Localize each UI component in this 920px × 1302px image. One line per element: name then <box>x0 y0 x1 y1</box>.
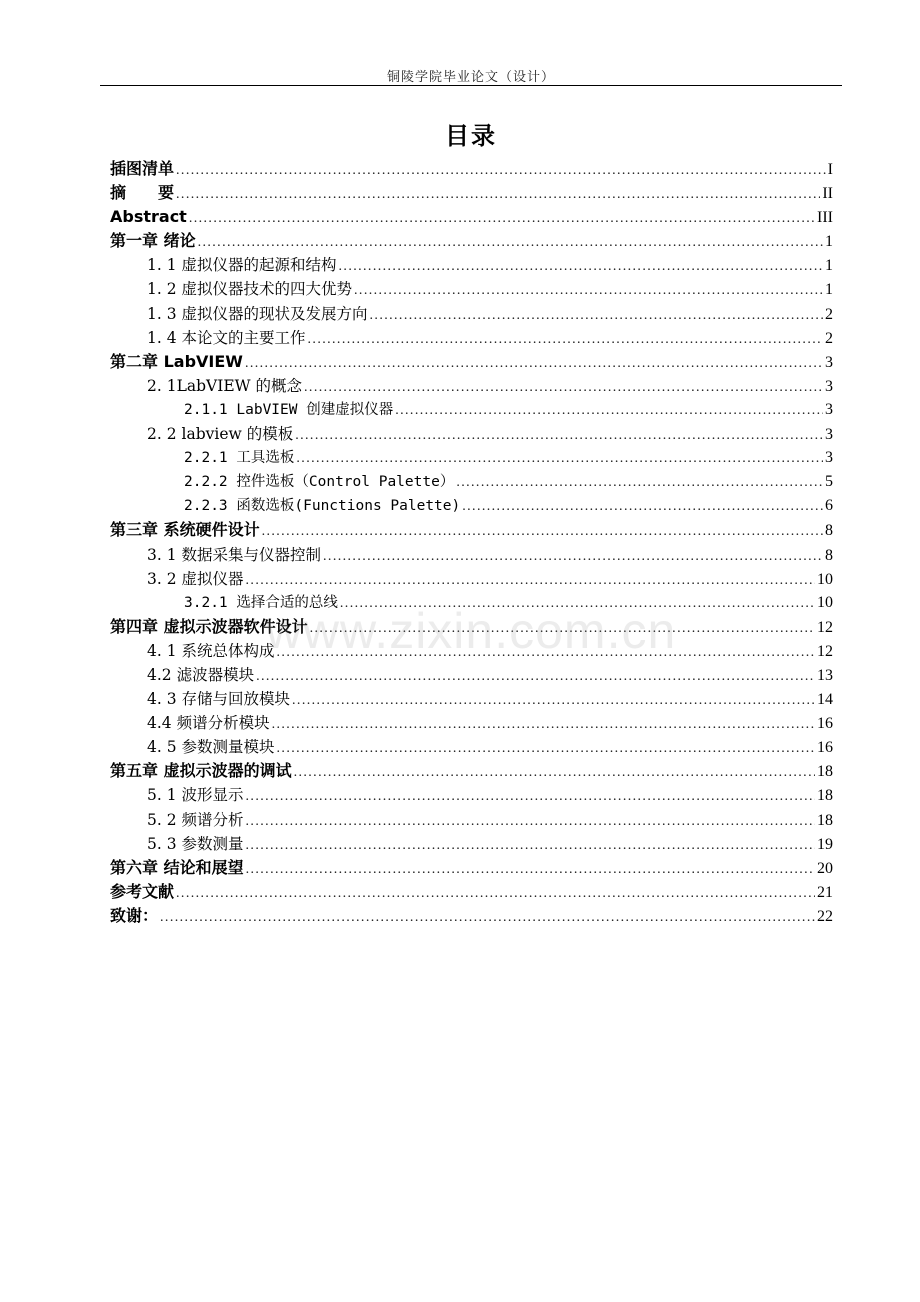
toc-entry-section-3-2[interactable] <box>110 567 833 591</box>
toc-entry-section-4-5[interactable] <box>110 735 833 759</box>
toc-page-number: 22 <box>817 907 833 925</box>
toc-entry-label: 2.1.1 LabVIEW 创建虚拟仪器 <box>184 401 394 418</box>
toc-page-number: 8 <box>825 522 833 540</box>
toc-page-number: II <box>822 185 833 203</box>
toc-page-number: 13 <box>817 666 833 684</box>
toc-entry-section-1-1[interactable] <box>110 253 833 277</box>
toc-entry-label: 致谢： <box>110 905 159 925</box>
toc-entry-label: 2. 1LabVIEW 的概念 <box>147 376 303 395</box>
toc-entry-acknowledgements[interactable] <box>110 904 833 928</box>
toc-entry-abstract-en[interactable] <box>110 205 833 229</box>
toc-entry-section-5-1[interactable] <box>110 783 833 807</box>
toc-entry-label: 5. 1 波形显示 <box>147 786 244 805</box>
toc-entry-label: 5. 2 频谱分析 <box>147 810 244 829</box>
toc-entry-label: 插图清单 <box>110 159 175 178</box>
toc-page-number: 2 <box>825 305 833 323</box>
toc-entry-label: 2.2.1 工具选板 <box>184 450 295 467</box>
toc-page-number: I <box>827 161 833 178</box>
toc-dot-leader <box>308 328 823 352</box>
toc-entry-label: 第五章 虚拟示波器的调试 <box>110 761 292 781</box>
toc-entry-chapter-1[interactable] <box>110 229 833 253</box>
header-divider <box>100 85 842 86</box>
toc-entry-chapter-6[interactable] <box>110 856 833 880</box>
toc-entry-chapter-4[interactable] <box>110 615 833 639</box>
toc-entry-label: 1. 3 虚拟仪器的现状及发展方向 <box>147 304 368 323</box>
toc-page-number: 1 <box>825 281 833 299</box>
toc-dot-leader <box>262 520 823 544</box>
toc-entry-section-2-1[interactable] <box>110 374 833 398</box>
toc-dot-leader <box>462 495 823 519</box>
toc-page-number: 14 <box>817 691 833 709</box>
toc-entry-section-4-3[interactable] <box>110 687 833 711</box>
toc-page-number: 16 <box>817 715 833 733</box>
toc-entry-chapter-3[interactable] <box>110 518 833 542</box>
toc-dot-leader <box>176 882 815 906</box>
toc-entry-section-2-2-1[interactable] <box>110 446 833 470</box>
toc-dot-leader <box>310 617 815 641</box>
toc-page-number: 1 <box>825 233 833 251</box>
toc-page-number: 3 <box>825 449 833 467</box>
toc-entry-label: 3. 1 数据采集与仪器控制 <box>147 545 322 564</box>
toc-dot-leader <box>370 304 823 328</box>
toc-page-number: 19 <box>817 835 833 853</box>
toc-page-number: 20 <box>817 859 833 877</box>
toc-entry-section-2-2-2[interactable] <box>110 470 833 494</box>
toc-entry-section-5-3[interactable] <box>110 832 833 856</box>
toc-dot-leader <box>296 447 823 471</box>
toc-entry-references[interactable] <box>110 880 833 904</box>
toc-entry-section-2-1-1[interactable] <box>110 398 833 422</box>
toc-page-number: 5 <box>825 473 833 491</box>
toc-entry-label: 4.4 频谱分析模块 <box>147 714 270 733</box>
toc-page-number: 12 <box>817 618 833 636</box>
toc-entry-abstract-cn[interactable] <box>110 181 833 205</box>
toc-page-number: 2 <box>825 329 833 347</box>
page-title: 目录 <box>445 121 497 150</box>
toc-entry-section-5-2[interactable] <box>110 808 833 832</box>
toc-entry-label: 4. 1 系统总体构成 <box>147 641 275 660</box>
toc-entry-chapter-2[interactable] <box>110 350 833 374</box>
toc-dot-leader <box>160 906 815 930</box>
toc-page-number: 1 <box>825 257 833 275</box>
toc-page-number: 3 <box>825 377 833 395</box>
toc-dot-leader <box>294 761 815 785</box>
toc-entry-label: 4.2 滤波器模块 <box>147 665 255 684</box>
toc-entry-section-3-2-1[interactable] <box>110 591 833 615</box>
toc-entry-section-1-3[interactable] <box>110 302 833 326</box>
toc-entry-label: 摘 要 <box>110 183 175 203</box>
toc-entry-label: 1. 2 虚拟仪器技术的四大优势 <box>147 280 353 299</box>
toc-dot-leader <box>292 689 815 713</box>
toc-dot-leader <box>304 376 823 400</box>
toc-entry-section-1-2[interactable] <box>110 277 833 301</box>
toc-dot-leader <box>395 399 823 423</box>
toc-page-number: 21 <box>817 883 833 901</box>
toc-entry-section-2-2[interactable] <box>110 422 833 446</box>
toc-page-number: 6 <box>825 497 833 515</box>
toc-page-number: 10 <box>817 593 833 611</box>
toc-entry-label: 3.2.1 选择合适的总线 <box>184 594 338 611</box>
toc-entry-label: 第六章 结论和展望 <box>110 857 244 877</box>
toc-page-number: 3 <box>825 426 833 444</box>
toc-dot-leader <box>189 207 815 231</box>
toc-page-number: 8 <box>825 546 833 564</box>
toc-dot-leader <box>246 834 815 858</box>
toc-entry-label: 第二章 LabVIEW <box>110 351 243 371</box>
toc-entry-label: 参考文献 <box>110 881 175 901</box>
toc-dot-leader <box>198 231 823 255</box>
toc-page-number: 18 <box>817 763 833 781</box>
watermark: www.zixin.com.cn <box>265 603 677 659</box>
table-of-contents <box>110 157 833 928</box>
toc-entry-section-4-2[interactable] <box>110 663 833 687</box>
toc-dot-leader <box>256 665 815 689</box>
toc-page-number: 10 <box>817 570 833 588</box>
toc-entry-section-4-4[interactable] <box>110 711 833 735</box>
toc-entry-label: 第四章 虚拟示波器软件设计 <box>110 616 308 636</box>
toc-entry-section-1-4[interactable] <box>110 326 833 350</box>
toc-entry-label: 4. 5 参数测量模块 <box>147 738 275 757</box>
toc-page-number: 18 <box>817 811 833 829</box>
toc-dot-leader <box>245 352 823 376</box>
toc-dot-leader <box>246 785 815 809</box>
toc-entry-label: 2.2.3 函数选板(Functions Palette) <box>184 498 461 515</box>
toc-page-number: III <box>817 209 833 227</box>
toc-dot-leader <box>246 810 815 834</box>
toc-dot-leader <box>354 279 823 303</box>
toc-dot-leader <box>295 424 823 448</box>
toc-dot-leader <box>277 641 815 665</box>
toc-dot-leader <box>340 592 815 616</box>
toc-dot-leader <box>339 255 823 279</box>
toc-entry-label: 2.2.2 控件选板（Control Palette） <box>184 474 455 491</box>
toc-entry-label: 第一章 绪论 <box>110 231 196 251</box>
toc-entry-label: 第三章 系统硬件设计 <box>110 520 260 540</box>
toc-page-number: 3 <box>825 353 833 371</box>
toc-dot-leader <box>176 159 826 183</box>
toc-entry-label: 5. 3 参数测量 <box>147 834 244 853</box>
toc-page-number: 3 <box>825 400 833 418</box>
toc-entry-label: 1. 1 虚拟仪器的起源和结构 <box>147 256 337 275</box>
toc-entry-section-2-2-3[interactable] <box>110 494 833 518</box>
toc-dot-leader <box>456 471 823 495</box>
toc-page-number: 16 <box>817 739 833 757</box>
toc-entry-chapter-5[interactable] <box>110 759 833 783</box>
toc-entry-section-3-1[interactable] <box>110 543 833 567</box>
running-header: 铜陵学院毕业论文（设计） <box>386 70 555 85</box>
toc-entry-list-of-figures[interactable] <box>110 157 833 181</box>
toc-entry-label: 2. 2 labview 的模板 <box>147 425 294 444</box>
toc-entry-label: 1. 4 本论文的主要工作 <box>147 328 306 347</box>
toc-entry-label: Abstract <box>110 207 187 227</box>
toc-dot-leader <box>277 737 815 761</box>
toc-page-number: 12 <box>817 642 833 660</box>
toc-page-number: 18 <box>817 787 833 805</box>
toc-dot-leader <box>272 713 815 737</box>
toc-dot-leader <box>246 858 815 882</box>
toc-dot-leader <box>246 569 815 593</box>
toc-dot-leader <box>323 545 823 569</box>
toc-entry-section-4-1[interactable] <box>110 639 833 663</box>
toc-dot-leader <box>176 183 820 207</box>
toc-entry-label: 3. 2 虚拟仪器 <box>147 569 244 588</box>
toc-entry-label: 4. 3 存储与回放模块 <box>147 690 291 709</box>
